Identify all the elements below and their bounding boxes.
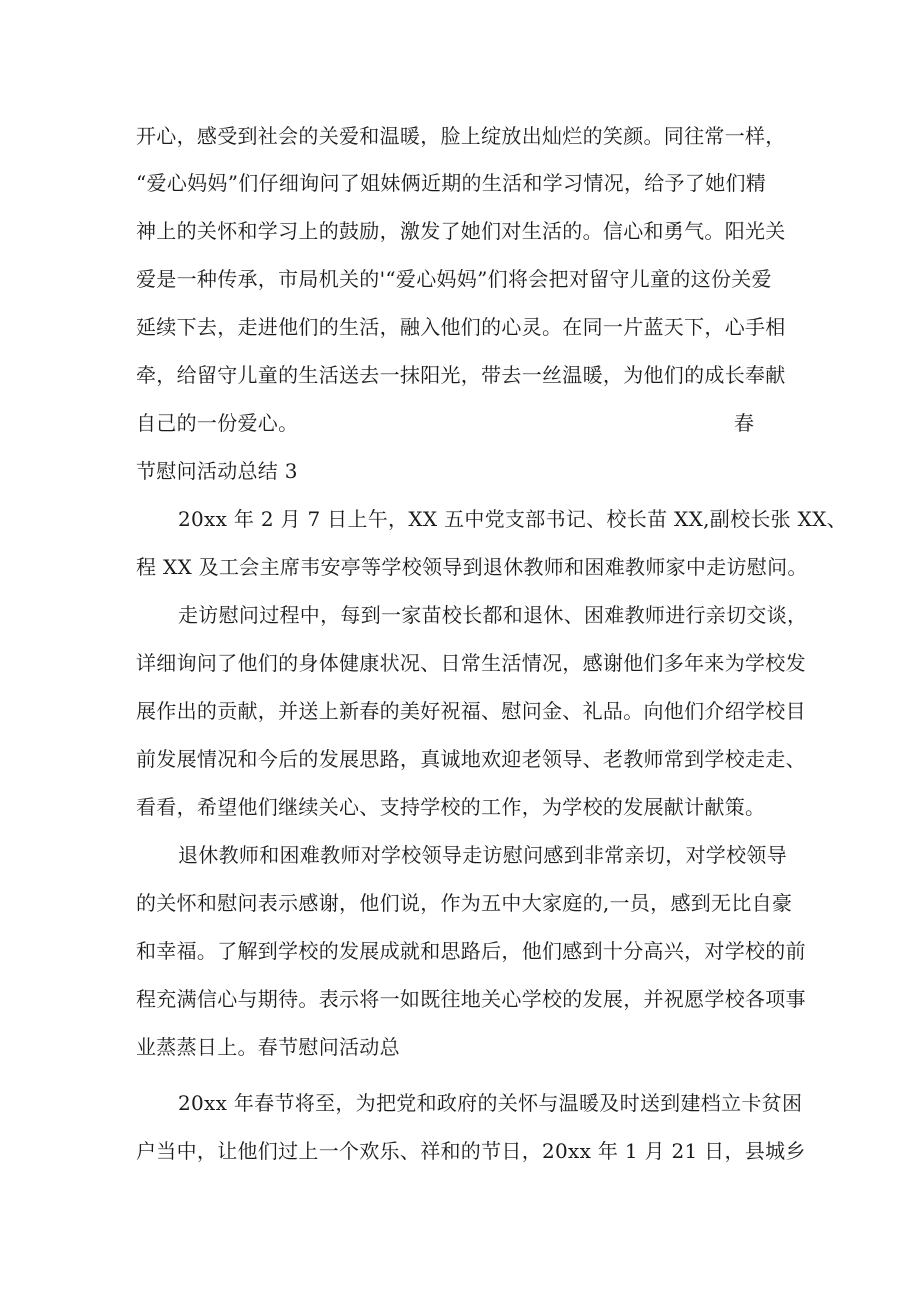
paragraph-1-line-3: 神上的关怀和学习上的鼓励，激发了她们对生活的。信心和勇气。阳光关 bbox=[136, 219, 786, 243]
paragraph-5-line-2: 户当中，让他们过上一个欢乐、祥和的节日，20xx 年 1 月 21 日，县城乡 bbox=[136, 1139, 806, 1163]
paragraph-3-line-5: 看看，希望他们继续关心、支持学校的工作，为学校的发展献计献策。 bbox=[136, 795, 766, 819]
paragraph-2-line-1: 20xx 年 2 月 7 日上午，XX 五中党支部书记、校长苗 XX,副校长张 XX、 bbox=[178, 507, 848, 531]
paragraph-2-line-2: 程 XX 及工会主席韦安亭等学校领导到退休教师和困难教师家中走访慰问。 bbox=[136, 555, 808, 579]
paragraph-1-line-7: 自己的一份爱心。 bbox=[136, 411, 299, 435]
paragraph-4-line-5: 业蒸蒸日上。春节慰问活动总 bbox=[136, 1035, 400, 1059]
paragraph-3-line-2: 详细询问了他们的身体健康状况、日常生活情况，感谢他们多年来为学校发 bbox=[136, 651, 806, 675]
paragraph-4-line-1: 退休教师和困难教师对学校领导走访慰问感到非常亲切，对学校领导 bbox=[178, 843, 787, 867]
paragraph-1-line-2: “爱心妈妈”们仔细询问了姐妹俩近期的生活和学习情况，给予了她们精 bbox=[136, 171, 767, 195]
paragraph-1-line-1: 开心，感受到社会的关爱和温暖，脸上绽放出灿烂的笑颜。同往常一样， bbox=[136, 124, 786, 148]
section-heading-part-1: 春 bbox=[734, 411, 754, 435]
paragraph-3-line-1: 走访慰问过程中，每到一家苗校长都和退休、困难教师进行亲切交谈， bbox=[178, 603, 808, 627]
paragraph-1-line-4: 爱是一种传承，市局机关的'“爱心妈妈”们将会把对留守儿童的这份关爱 bbox=[136, 267, 772, 291]
paragraph-4-line-2: 的关怀和慰问表示感谢，他们说，作为五中大家庭的,一员，感到无比自豪 bbox=[136, 891, 793, 915]
paragraph-1-line-5: 延续下去，走进他们的生活，融入他们的心灵。在同一片蓝天下，心手相 bbox=[136, 315, 786, 339]
paragraph-5-line-1: 20xx 年春节将至，为把党和政府的关怀与温暖及时送到建档立卡贫困 bbox=[178, 1091, 803, 1115]
section-heading-part-2: 节慰问活动总结 3 bbox=[136, 459, 298, 483]
paragraph-4-line-3: 和幸福。了解到学校的发展成就和思路后，他们感到十分高兴，对学校的前 bbox=[136, 939, 806, 963]
paragraph-4-line-4: 程充满信心与期待。表示将一如既往地关心学校的发展，并祝愿学校各项事 bbox=[136, 987, 806, 1011]
paragraph-3-line-3: 展作出的贡献，并送上新春的美好祝福、慰问金、礼品。向他们介绍学校目 bbox=[136, 699, 806, 723]
paragraph-3-line-4: 前发展情况和今后的发展思路，真诚地欢迎老领导、老教师常到学校走走、 bbox=[136, 747, 806, 771]
paragraph-1-line-6: 牵，给留守儿童的生活送去一抹阳光，带去一丝温暖，为他们的成长奉献 bbox=[136, 363, 786, 387]
